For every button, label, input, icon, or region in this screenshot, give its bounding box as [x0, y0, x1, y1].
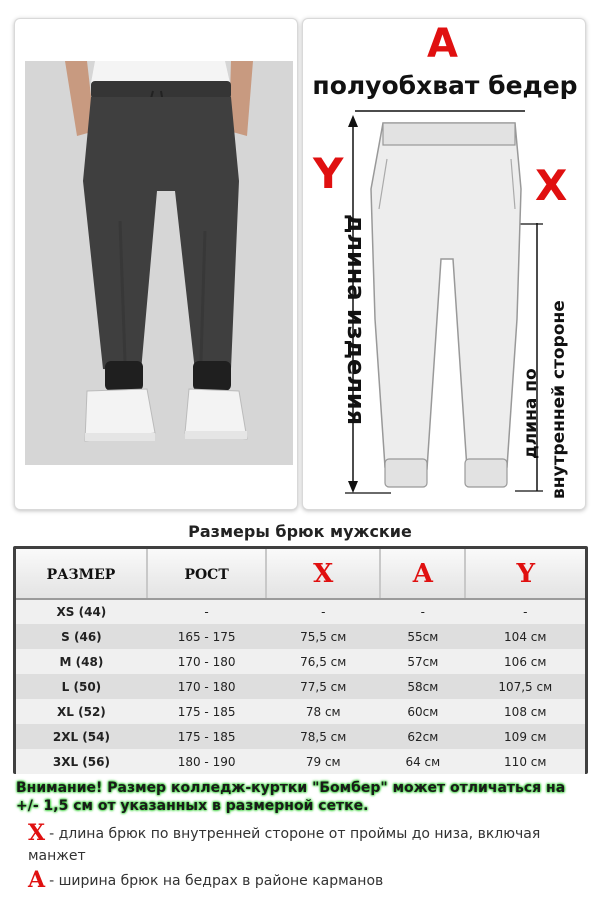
table-cell: 78 см: [266, 699, 380, 724]
table-cell: 110 см: [465, 749, 585, 774]
table-cell: -: [266, 599, 380, 624]
table-cell: 2XL (54): [16, 724, 147, 749]
model-in-pants-illustration: [25, 61, 293, 465]
table-cell: -: [147, 599, 266, 624]
table-cell: 175 - 185: [147, 724, 266, 749]
size-table-title: Размеры брюк мужские: [188, 522, 412, 541]
table-cell: 104 см: [465, 624, 585, 649]
table-cell: 107,5 см: [465, 674, 585, 699]
table-cell: 60см: [380, 699, 465, 724]
table-cell: 79 см: [266, 749, 380, 774]
table-row: [16, 724, 585, 749]
table-cell: S (46): [16, 624, 147, 649]
legend-text-x: - длина брюк по внутренней стороне от проймы до низа, включая манжет: [28, 826, 541, 864]
table-cell: 3XL (56): [16, 749, 147, 774]
legend-letter-x: X: [28, 820, 46, 846]
table-cell: 180 - 190: [147, 749, 266, 774]
length-label: длина изделия: [342, 214, 370, 426]
table-cell: XS (44): [16, 599, 147, 624]
hip-label: полуобхват бедер: [312, 71, 578, 100]
table-row: [16, 674, 585, 699]
table-cell: 75,5 см: [266, 624, 380, 649]
measurement-scheme-panel: [302, 18, 586, 510]
header-y: Y: [465, 549, 585, 599]
scheme-letter-a: A: [427, 21, 458, 67]
table-cell: 109 см: [465, 724, 585, 749]
header-a: A: [380, 549, 465, 599]
table-row: [16, 749, 585, 774]
table-cell: L (50): [16, 674, 147, 699]
table-cell: M (48): [16, 649, 147, 674]
table-cell: 106 см: [465, 649, 585, 674]
legend-text-a: - ширина брюк на бедрах в районе карманов: [49, 873, 384, 889]
inseam-label-line2: внутренней стороне: [549, 300, 569, 499]
table-cell: 165 - 175: [147, 624, 266, 649]
table-row: [16, 599, 585, 624]
table-cell: 57см: [380, 649, 465, 674]
inseam-label-line1: длина по: [521, 368, 541, 459]
table-row: [16, 699, 585, 724]
table-cell: -: [380, 599, 465, 624]
table-cell: 78,5 см: [266, 724, 380, 749]
table-cell: 58см: [380, 674, 465, 699]
table-cell: 170 - 180: [147, 674, 266, 699]
table-cell: 170 - 180: [147, 649, 266, 674]
table-cell: XL (52): [16, 699, 147, 724]
table-cell: 108 см: [465, 699, 585, 724]
header-height: РОСТ: [147, 549, 266, 599]
table-cell: 62см: [380, 724, 465, 749]
table-cell: -: [465, 599, 585, 624]
scheme-letter-y: Y: [313, 149, 344, 198]
legend-item-x: [28, 822, 588, 867]
product-photo: [25, 61, 293, 465]
table-row: [16, 624, 585, 649]
table-cell: 77,5 см: [266, 674, 380, 699]
scheme-letter-x: X: [535, 161, 568, 210]
table-cell: 175 - 185: [147, 699, 266, 724]
size-table: [13, 546, 588, 774]
legend-letter-a: A: [28, 867, 46, 893]
legend-item-a: [28, 869, 588, 892]
table-header-row: [16, 549, 585, 599]
size-table-grid: [16, 549, 585, 774]
table-row: [16, 649, 585, 674]
header-x: X: [266, 549, 380, 599]
table-cell: 55см: [380, 624, 465, 649]
product-photo-panel: [14, 18, 298, 510]
table-body: [16, 599, 585, 774]
table-cell: 76,5 см: [266, 649, 380, 674]
header-size: РАЗМЕР: [16, 549, 147, 599]
table-cell: 64 см: [380, 749, 465, 774]
size-notice: Внимание! Размер колледж-куртки "Бомбер" может отличаться на +/- 1,5 см от указанных в размерной сетке.: [16, 780, 566, 814]
